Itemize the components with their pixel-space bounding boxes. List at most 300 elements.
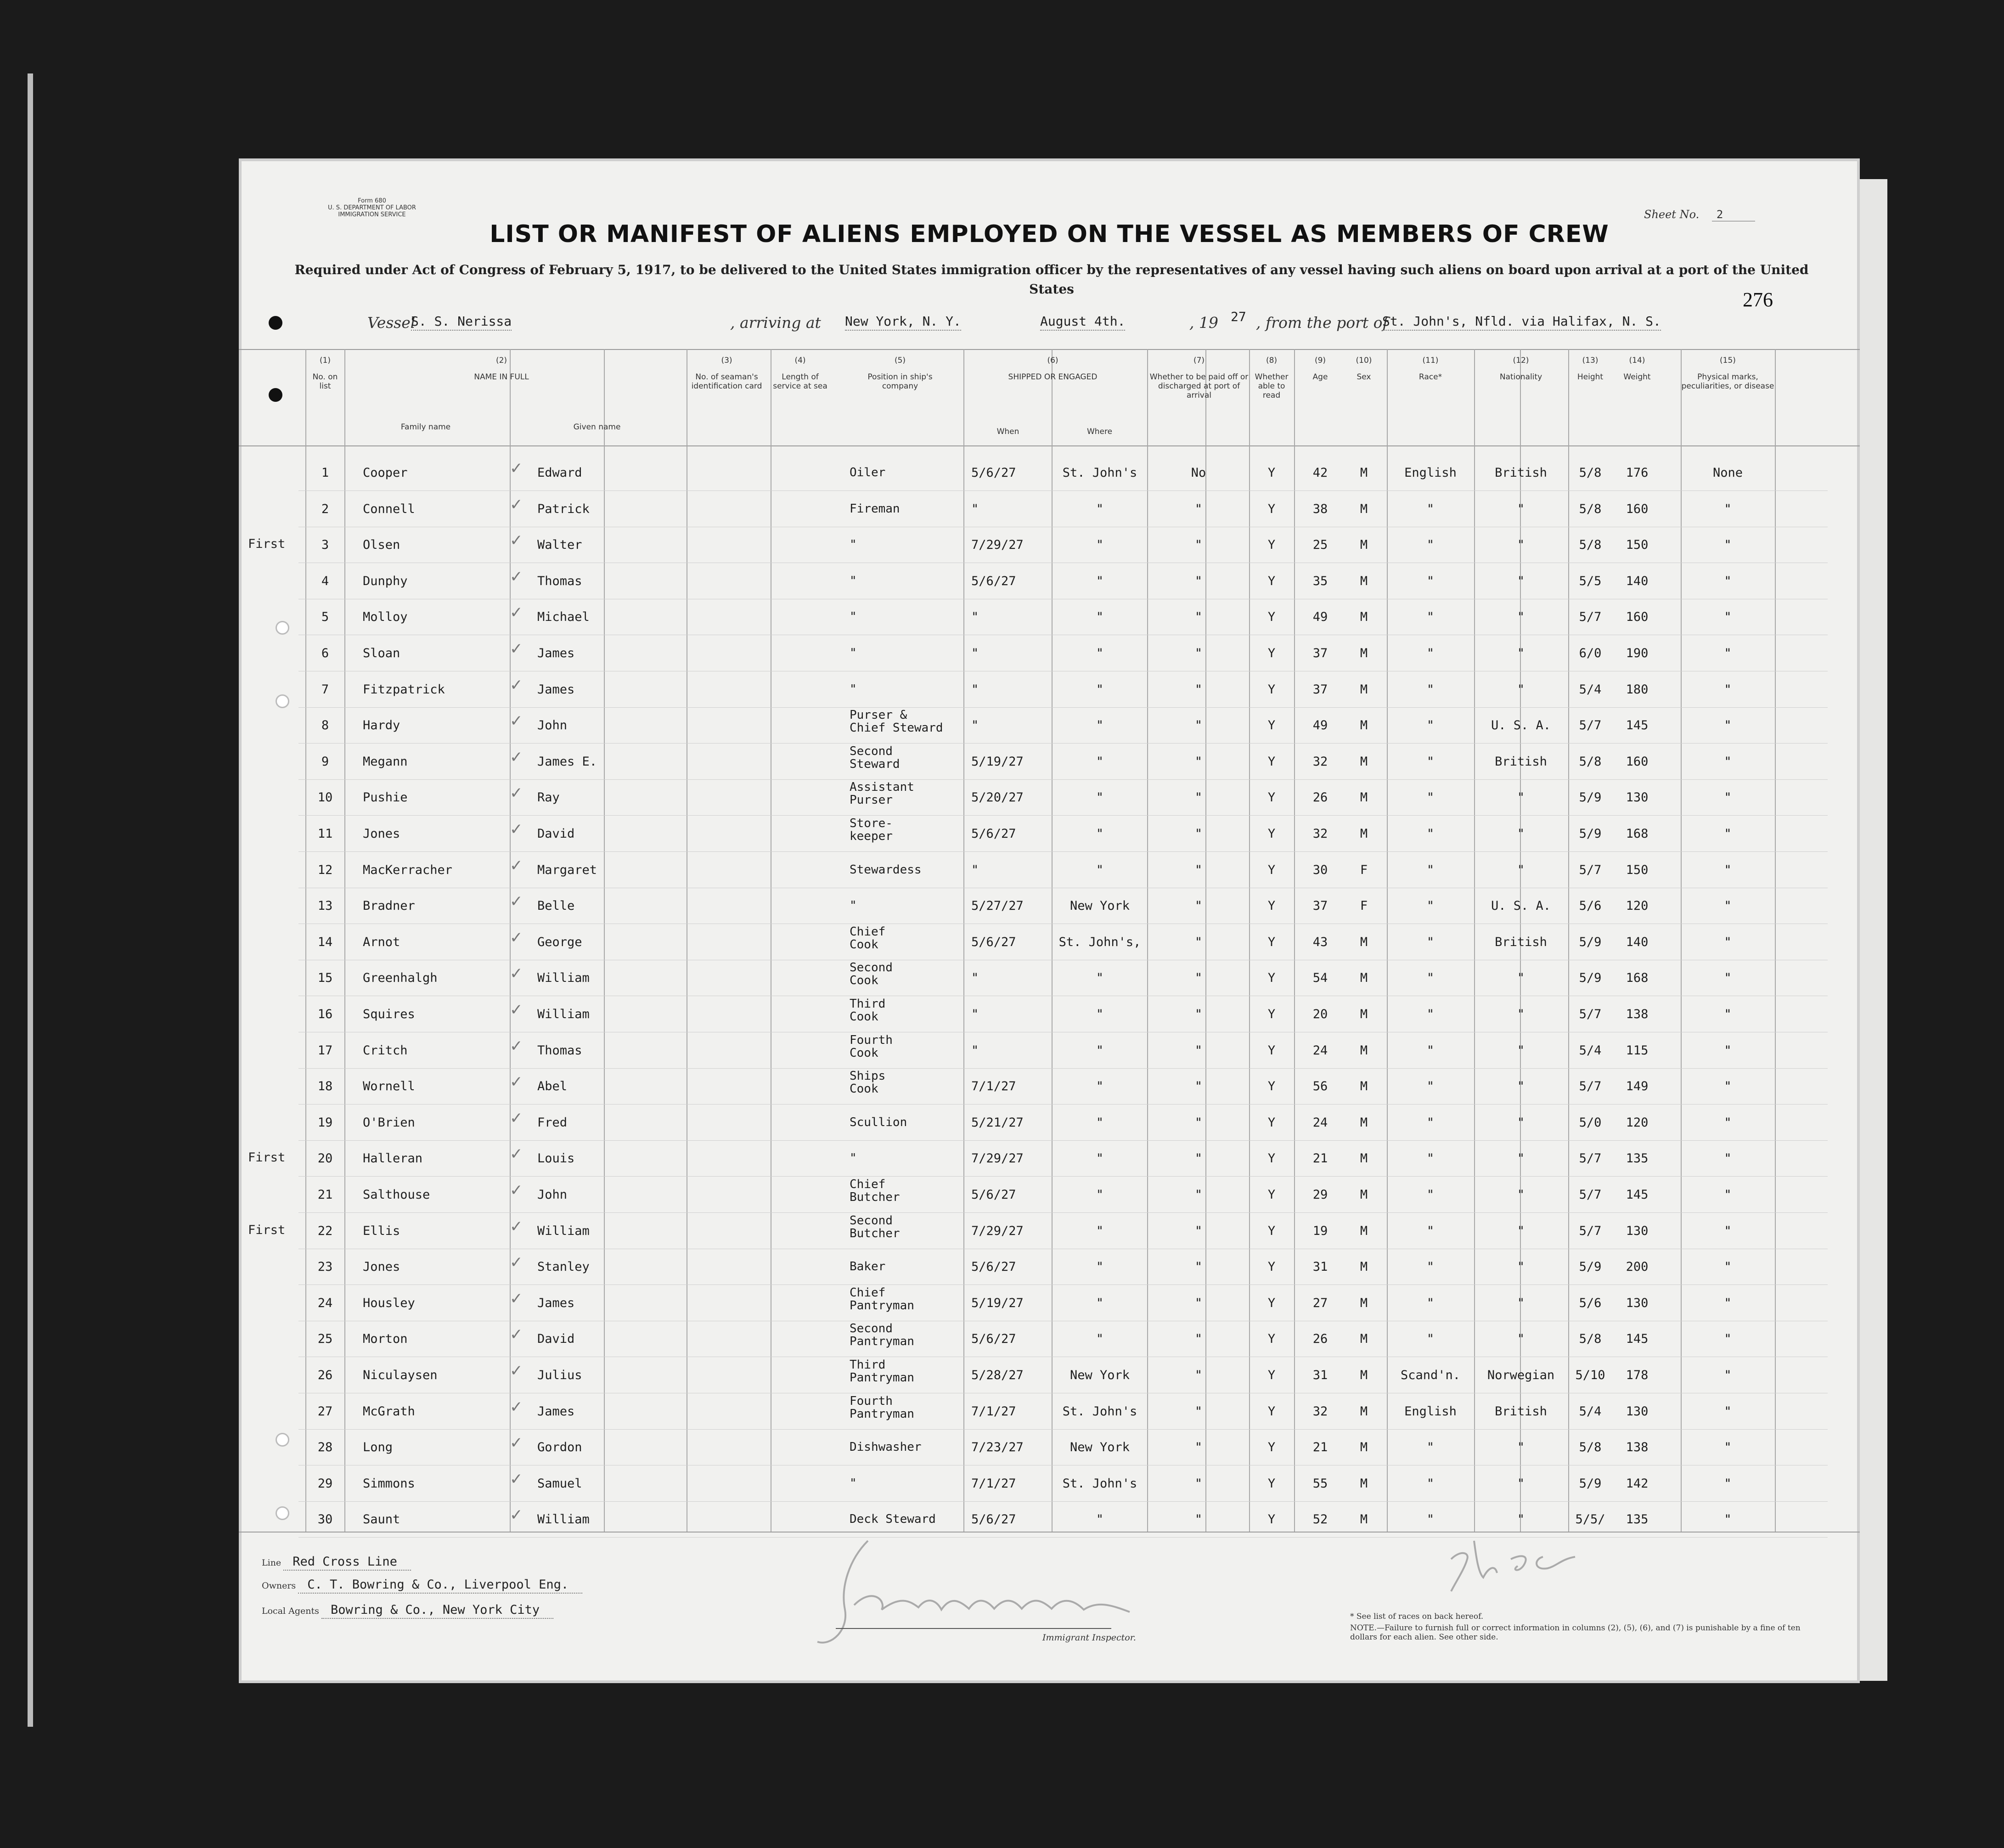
row-rule [298,815,1828,816]
cell-family: Olsen [363,538,400,552]
cell-nationality: U. S. A. [1491,899,1551,913]
line-value: Red Cross Line [283,1555,411,1571]
check-mark-icon: ✓ [510,459,523,478]
cell-no: 6 [321,646,329,660]
cell-position: Third Cook [850,997,886,1024]
cell-race: " [1426,863,1435,877]
cell-when: 7/1/27 [971,1079,1016,1093]
cell-height: 5/7 [1579,610,1602,624]
cell-when: 5/6/27 [971,1260,1016,1274]
cell-position: Ships Cook [850,1069,886,1096]
col-label: Nationality [1499,372,1542,382]
cell-where: New York [1070,899,1130,913]
cell-weight: 135 [1626,1512,1649,1527]
cell-no: 1 [321,466,329,480]
cell-read: Y [1267,1404,1276,1419]
cell-sex: M [1360,1332,1368,1346]
cell-where: " [1096,1151,1104,1166]
penalty-footnote: NOTE.—Failure to furnish full or correct information in columns (2), (5), (6), and (7) is punishable by a fine of ten dollars for each alien. See other side. [1350,1623,1801,1642]
cell-race: " [1426,502,1435,516]
cell-age: 21 [1312,1440,1328,1454]
cell-nationality: " [1517,971,1525,985]
cell-read: Y [1267,1043,1276,1058]
cell-paid-off: " [1194,538,1203,552]
cell-age: 19 [1312,1224,1328,1238]
cell-paid-off: " [1194,899,1203,913]
cell-sex: M [1360,1079,1368,1093]
cell-no: 13 [317,899,333,913]
cell-position: " [850,538,857,552]
cell-when: " [971,971,979,985]
footer-owners-row [262,1578,721,1592]
check-mark-icon: ✓ [510,929,523,947]
inspector-caption: Immigrant Inspector. [1042,1633,1136,1643]
cell-family: Morton [363,1332,408,1346]
col-label: Height [1577,372,1604,382]
cell-family: Housley [363,1296,415,1310]
col-label: Race* [1419,372,1442,382]
cell-age: 56 [1312,1079,1328,1093]
cell-age: 37 [1312,682,1328,697]
col-number: (14) [1629,356,1645,365]
cell-nationality: " [1517,1188,1525,1202]
cell-paid-off: " [1194,1476,1203,1491]
cell-given: Thomas [537,1043,582,1058]
handwritten-initials [1442,1532,1603,1596]
cell-where: " [1096,971,1104,985]
cell-height: 5/5/ [1575,1512,1605,1527]
cell-race: " [1426,1476,1435,1491]
cell-no: 16 [317,1007,333,1021]
cell-position: " [850,574,857,588]
col-number: (2) [495,356,507,365]
cell-paid-off: " [1194,755,1203,769]
row-rule [298,490,1828,491]
cell-nationality: British [1495,1404,1547,1419]
cell-weight: 160 [1626,755,1649,769]
cell-marks: " [1724,1260,1732,1274]
cell-no: 15 [317,971,333,985]
cell-age: 20 [1312,1007,1328,1021]
cell-marks: " [1724,899,1732,913]
cell-height: 5/9 [1579,790,1602,805]
cell-when: " [971,1043,979,1058]
cell-nationality: " [1517,1296,1525,1310]
cell-no: 18 [317,1079,333,1093]
cell-weight: 145 [1626,1188,1649,1202]
punch-hole [276,621,289,635]
cell-position: Chief Butcher [850,1178,900,1204]
cell-race: " [1426,718,1435,732]
cell-age: 49 [1312,610,1328,624]
cell-read: Y [1267,718,1276,732]
check-mark-icon: ✓ [510,1506,523,1524]
year-suffix: 27 [1231,309,1246,324]
cell-where: " [1096,1079,1104,1093]
cell-height: 5/0 [1579,1116,1602,1130]
cell-race: " [1426,646,1435,660]
cell-paid-off: " [1194,1188,1203,1202]
sheet-number-label: Sheet No. [1644,208,1700,221]
cell-race: " [1426,827,1435,841]
cell-no: 17 [317,1043,333,1058]
cell-read: Y [1267,1476,1276,1491]
row-rule [298,743,1828,744]
cell-given: Ray [537,790,560,805]
cell-no: 27 [317,1404,333,1419]
check-mark-icon: ✓ [510,1398,523,1416]
cell-marks: " [1724,646,1732,660]
cell-given: Walter [537,538,582,552]
manifest-sheet [239,158,1860,1683]
cell-weight: 178 [1626,1368,1649,1382]
header-bottom-rule [239,445,1860,446]
row-rule [298,707,1828,708]
check-mark-icon: ✓ [510,1073,523,1091]
check-mark-icon: ✓ [510,1470,523,1488]
cell-family: Arnot [363,935,400,949]
cell-age: 27 [1312,1296,1328,1310]
cell-weight: 150 [1626,863,1649,877]
col-label: Weight [1623,372,1651,382]
cell-marks: " [1724,1007,1732,1021]
cell-nationality: " [1517,790,1525,805]
cell-age: 37 [1312,646,1328,660]
cell-weight: 180 [1626,682,1649,697]
cell-paid-off: " [1194,502,1203,516]
col-number: (11) [1422,356,1439,365]
cell-marks: " [1724,863,1732,877]
cell-paid-off: " [1194,1224,1203,1238]
cell-where: " [1096,682,1104,697]
cell-read: Y [1267,574,1276,588]
cell-family: Ellis [363,1224,400,1238]
cell-no: 19 [317,1116,333,1130]
cell-read: Y [1267,1332,1276,1346]
cell-family: Cooper [363,466,408,480]
cell-read: Y [1267,1296,1276,1310]
cell-paid-off: " [1194,718,1203,732]
cell-age: 29 [1312,1188,1328,1202]
cell-sex: F [1360,863,1368,877]
cell-sex: M [1360,935,1368,949]
cell-weight: 130 [1626,1296,1649,1310]
cell-when: " [971,1007,979,1021]
cell-when: 5/19/27 [971,1296,1024,1310]
cell-height: 5/7 [1579,1224,1602,1238]
cell-family: Molloy [363,610,408,624]
cell-read: Y [1267,1512,1276,1527]
cell-marks: " [1724,1079,1732,1093]
check-mark-icon: ✓ [510,676,523,694]
sheet-number-value: 2 [1712,208,1755,221]
cell-no: 12 [317,863,333,877]
from-port-label: , from the port of [1256,314,1388,332]
cell-read: Y [1267,682,1276,697]
check-mark-icon: ✓ [510,1217,523,1236]
cell-nationality: " [1517,502,1525,516]
cell-marks: " [1724,718,1732,732]
cell-paid-off: " [1194,646,1203,660]
cell-sex: M [1360,1476,1368,1491]
cell-given: James [537,1296,575,1310]
film-edge [28,73,33,1727]
cell-height: 5/10 [1575,1368,1605,1382]
cell-nationality: " [1517,610,1525,624]
cell-weight: 115 [1626,1043,1649,1058]
cell-race: " [1426,574,1435,588]
year-prefix: , 19 [1189,314,1218,332]
col-label: Sex [1357,372,1371,382]
cell-when: 5/6/27 [971,935,1016,949]
cell-sex: M [1360,502,1368,516]
cell-given: James E. [537,755,597,769]
cell-age: 32 [1312,755,1328,769]
cell-nationality: " [1517,827,1525,841]
cell-sex: M [1360,1151,1368,1166]
col-label: Physical marks, peculiarities, or disease [1681,372,1774,391]
cell-marks: " [1724,790,1732,805]
cell-weight: 130 [1626,790,1649,805]
cell-read: Y [1267,1368,1276,1382]
cell-sex: M [1360,1188,1368,1202]
cell-age: 35 [1312,574,1328,588]
cell-where: St. John's, [1058,935,1141,949]
cell-weight: 120 [1626,899,1649,913]
cell-family: MacKerracher [363,863,453,877]
cell-height: 5/9 [1579,1260,1602,1274]
cell-nationality: " [1517,1043,1525,1058]
cell-read: Y [1267,790,1276,805]
col-label: No. on list [312,372,338,391]
check-mark-icon: ✓ [510,856,523,875]
cell-read: Y [1267,863,1276,877]
check-mark-icon: ✓ [510,1037,523,1055]
cell-sex: M [1360,1116,1368,1130]
check-mark-icon: ✓ [510,1181,523,1200]
cell-height: 5/4 [1579,1404,1602,1419]
col-label: SHIPPED OR ENGAGED [1008,372,1098,382]
cell-family: Simmons [363,1476,415,1491]
col-number: (12) [1513,356,1529,365]
cell-marks: " [1724,827,1732,841]
check-mark-icon: ✓ [510,1325,523,1344]
cell-marks: " [1724,502,1732,516]
check-mark-icon: ✓ [510,964,523,983]
cell-no: 22 [317,1224,333,1238]
cell-no: 21 [317,1188,333,1202]
cell-race: " [1426,1079,1435,1093]
cell-sex: M [1360,1296,1368,1310]
departure-port: St. John's, Nfld. via Halifax, N. S. [1382,314,1661,331]
cell-given: David [537,1332,575,1346]
cell-weight: 145 [1626,1332,1649,1346]
col-header-sex [1341,356,1387,382]
check-mark-icon: ✓ [510,568,523,586]
cell-height: 5/4 [1579,682,1602,697]
check-mark-icon: ✓ [510,1001,523,1019]
cell-family: Jones [363,1260,400,1274]
arrival-date: August 4th. [1040,314,1125,331]
row-rule [298,779,1828,780]
cell-nationality: " [1517,863,1525,877]
cell-position: " [850,646,857,660]
cell-race: " [1426,935,1435,949]
cell-given: John [537,1188,568,1202]
row-rule [298,1501,1828,1502]
cell-age: 54 [1312,971,1328,985]
row-rule [298,1068,1828,1069]
cell-when: 5/6/27 [971,1512,1016,1527]
punch-hole [276,1433,289,1447]
cell-sex: M [1360,755,1368,769]
cell-weight: 140 [1626,935,1649,949]
cell-when: " [971,502,979,516]
cell-position: Deck Steward [850,1512,936,1526]
cell-where: " [1096,718,1104,732]
cell-paid-off: " [1194,1404,1203,1419]
cell-position: Store- keeper [850,817,893,843]
document-title: LIST OR MANIFEST OF ALIENS EMPLOYED ON THE VESSEL AS MEMBERS OF CREW [490,220,1609,248]
owners-label: Owners [262,1581,296,1591]
cell-no: 9 [321,755,329,769]
punch-hole [269,316,282,330]
cell-where: " [1096,1296,1104,1310]
cell-where: " [1096,1332,1104,1346]
cell-age: 24 [1312,1043,1328,1058]
cell-age: 37 [1312,899,1328,913]
cell-sex: M [1360,827,1368,841]
cell-weight: 130 [1626,1224,1649,1238]
col-number: (8) [1266,356,1278,365]
cell-race: " [1426,1151,1435,1166]
cell-given: John [537,718,568,732]
cell-nationality: " [1517,1116,1525,1130]
cell-age: 32 [1312,1404,1328,1419]
cell-position: Fireman [850,502,900,516]
col-number: (1) [319,356,331,365]
inspector-rule [836,1628,1111,1629]
punch-hole [276,694,289,708]
cell-when: 5/21/27 [971,1116,1024,1130]
cell-family: Connell [363,502,415,516]
cell-family: Greenhalgh [363,971,438,985]
row-rule [298,1212,1828,1213]
check-mark-icon: ✓ [510,640,523,658]
cell-given: Julius [537,1368,582,1382]
row-rule [298,1140,1828,1141]
col-number: (3) [721,356,732,365]
cell-height: 5/7 [1579,1188,1602,1202]
col-label: Length of service at sea [773,372,827,391]
cell-age: 55 [1312,1476,1328,1491]
cell-race: " [1426,1116,1435,1130]
cell-given: James [537,682,575,697]
table-top-rule [239,349,1860,350]
cell-given: James [537,1404,575,1419]
col-header-service-length [771,356,829,391]
cell-position: Baker [850,1260,886,1273]
cell-where: " [1096,863,1104,877]
col-subheader-family: Family name [400,423,451,432]
cell-where: " [1096,1007,1104,1021]
cell-no: 26 [317,1368,333,1382]
cell-nationality: British [1495,935,1547,949]
cell-no: 8 [321,718,329,732]
cell-race: " [1426,1332,1435,1346]
cell-nationality: " [1517,1224,1525,1238]
cell-given: David [537,827,575,841]
col-header-physical-marks [1681,356,1775,391]
cell-marks: " [1724,610,1732,624]
cell-when: 7/23/27 [971,1440,1024,1454]
cell-no: 25 [317,1332,333,1346]
cell-position: Second Steward [850,744,900,771]
cell-nationality: " [1517,1151,1525,1166]
cell-family: Squires [363,1007,415,1021]
cell-where: " [1096,1116,1104,1130]
cell-nationality: " [1517,1476,1525,1491]
document-subtitle: Required under Act of Congress of February 5, 1917, to be delivered to the United States immigration officer by the representatives of any vessel having such aliens on board upon arrival at a port of the United States [294,262,1809,297]
cell-given: Thomas [537,574,582,588]
col-number: (7) [1193,356,1205,365]
cell-given: Gordon [537,1440,582,1454]
col-header-paid-off [1148,356,1250,400]
cell-sex: M [1360,646,1368,660]
cell-sex: M [1360,718,1368,732]
check-mark-icon: ✓ [510,820,523,839]
cell-race: " [1426,1224,1435,1238]
cell-read: Y [1267,538,1276,552]
cell-no: 10 [317,790,333,805]
cell-height: 5/4 [1579,1043,1602,1058]
cell-where: St. John's [1062,1404,1137,1419]
cell-family: Pushie [363,790,408,805]
cell-height: 5/8 [1579,466,1602,480]
col-label: No. of seaman's identification card [691,372,762,391]
cell-height: 5/7 [1579,1079,1602,1093]
col-label: Age [1312,372,1328,382]
cell-given: William [537,1224,590,1238]
voyage-line [367,309,1814,337]
cell-family: Salthouse [363,1188,430,1202]
cell-height: 5/8 [1579,755,1602,769]
sheet-number-field [1644,208,1755,221]
page-number: 276 [1743,288,1773,311]
cell-paid-off: " [1194,1007,1203,1021]
cell-age: 32 [1312,827,1328,841]
check-mark-icon: ✓ [510,531,523,550]
margin-note: First [248,1223,286,1237]
cell-race: " [1426,1260,1435,1274]
cell-position: " [850,1476,857,1490]
cell-where: " [1096,502,1104,516]
cell-position: Fourth Pantryman [850,1394,914,1421]
cell-height: 5/7 [1579,1151,1602,1166]
cell-sex: M [1360,971,1368,985]
cell-age: 21 [1312,1151,1328,1166]
cell-weight: 200 [1626,1260,1649,1274]
cell-where: " [1096,827,1104,841]
cell-no: 23 [317,1260,333,1274]
cell-marks: " [1724,574,1732,588]
cell-no: 3 [321,538,329,552]
cell-where: New York [1070,1440,1130,1454]
cell-given: William [537,1007,590,1021]
col-number: (6) [1047,356,1058,365]
cell-age: 30 [1312,863,1328,877]
department-name: U. S. DEPARTMENT OF LABOR [328,204,416,211]
